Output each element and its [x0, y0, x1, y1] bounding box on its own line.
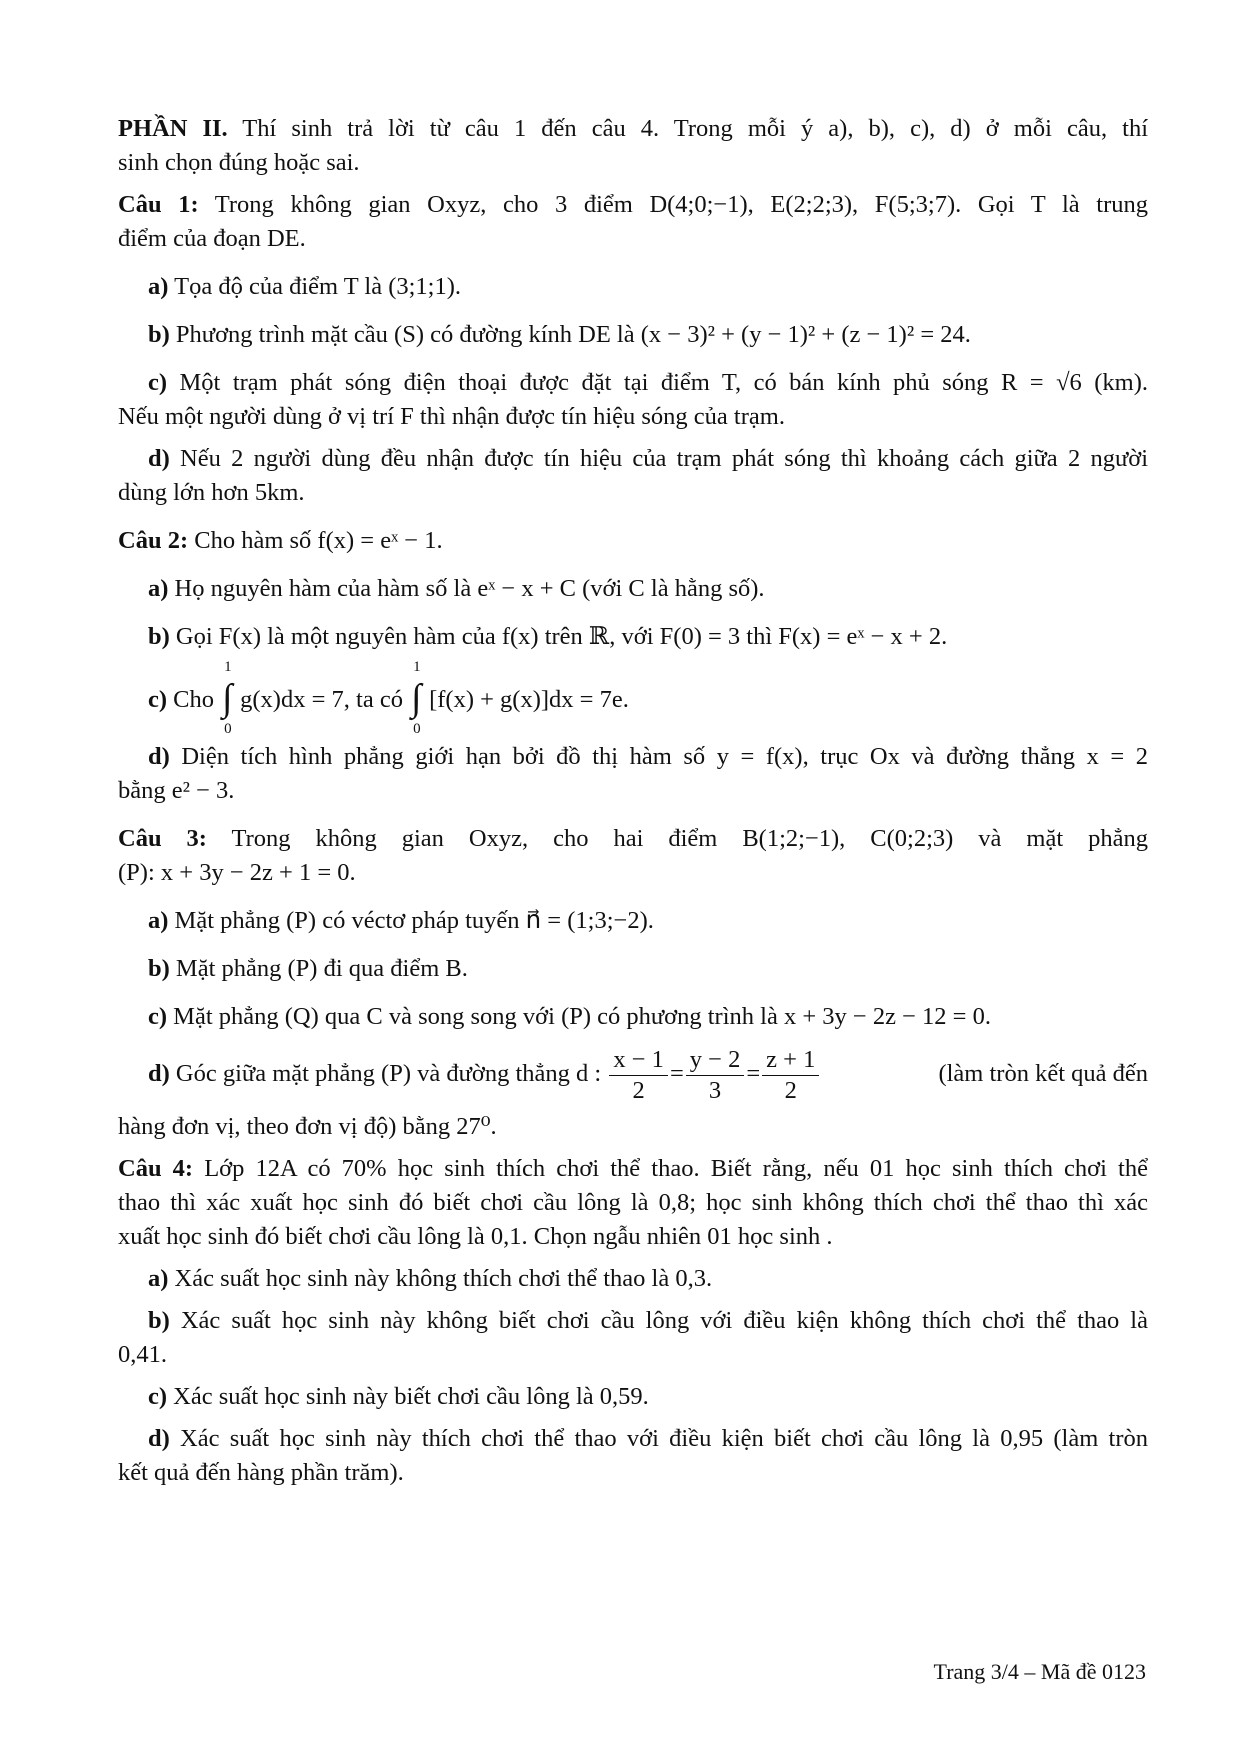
q3-label: Câu 3:: [118, 825, 207, 852]
q4-c: [118, 1380, 1148, 1414]
q3-d-label: d): [148, 1060, 170, 1087]
q3-c-text: Mặt phẳng (Q) qua C và song song với (P) có phương trình là x + 3y − 2z − 12 = 0.: [167, 1003, 991, 1030]
q2-c-mid: , ta có: [343, 686, 403, 713]
equals-2: =: [746, 1060, 761, 1087]
q1-a: [118, 270, 1148, 304]
integral-symbol-1: ∫: [222, 677, 233, 720]
q3-d-cont: hàng đơn vị, theo đơn vị độ) bằng 27⁰.: [118, 1113, 497, 1140]
q3-c-label: c): [148, 1003, 168, 1030]
q1-d-text: Nếu 2 người dùng đều nhận được tín hiệu của trạm phát sóng thì khoảng cách giữa 2 người: [169, 445, 1148, 472]
equals-1: =: [669, 1060, 684, 1087]
q4-stem: [118, 1152, 1148, 1186]
q4-b: [118, 1304, 1148, 1338]
q4-d: [118, 1422, 1148, 1456]
q2-stem-text: Cho hàm số f(x) = eˣ − 1.: [188, 527, 443, 554]
q2-a-label: a): [148, 575, 169, 602]
q3-b-label: b): [148, 955, 170, 982]
q3-c: [118, 1000, 1148, 1034]
q2-c-integral-1: g(x)dx = 7: [240, 686, 344, 713]
fraction-1-den: 2: [632, 1076, 645, 1104]
fraction-2-den: 3: [708, 1076, 722, 1104]
integral-sign-2: [409, 659, 429, 738]
integral-upper-1: 1: [224, 659, 232, 676]
q2-d-cont: bằng e² − 3.: [118, 777, 235, 804]
fraction-3-den: 2: [784, 1076, 797, 1104]
q1-c-label: c): [148, 369, 168, 396]
q2-c-integral-2: [f(x) + g(x)]dx = 7e.: [429, 686, 629, 713]
q1-a-label: a): [148, 273, 169, 300]
part-text: Thí sinh trả lời từ câu 1 đến câu 4. Trong mỗi ý a), b), c), d) ở mỗi câu, thí: [227, 115, 1148, 142]
q2-d: [118, 740, 1148, 774]
q2-c-label: c): [148, 686, 168, 713]
q1-d-label: d): [148, 445, 170, 472]
q1-stem: [118, 188, 1148, 222]
q3-d: [118, 1038, 1148, 1110]
q2-b-label: b): [148, 623, 170, 650]
q2-c: [118, 660, 1148, 740]
q3-d-post: (làm tròn kết quả đến: [938, 1060, 1148, 1087]
q3-d-pre: Góc giữa mặt phẳng (P) và đường thẳng d :: [169, 1060, 602, 1087]
q1-label: Câu 1:: [118, 191, 199, 218]
integral-sign-1: [220, 659, 240, 738]
q4-a-text: Xác suất học sinh này không thích chơi thể thao là 0,3.: [168, 1265, 713, 1292]
q2-label: Câu 2:: [118, 527, 189, 554]
q4-stem-cont-2: xuất học sinh đó biết chơi cầu lông là 0,1. Chọn ngẫu nhiên 01 học sinh .: [118, 1223, 833, 1250]
q2-d-label: d): [148, 743, 170, 770]
q4-d-text: Xác suất học sinh này thích chơi thể thao với điều kiện biết chơi cầu lông là 0,95 (làm tròn: [169, 1425, 1148, 1452]
integral-upper-2: 1: [413, 659, 421, 676]
q4-a-label: a): [148, 1265, 169, 1292]
integral-lower-2: 0: [413, 721, 421, 738]
exam-page: [118, 112, 1148, 1490]
fraction-3-num: z + 1: [762, 1045, 819, 1076]
q3-b: [118, 952, 1148, 986]
q3-a-text: Mặt phẳng (P) có véctơ pháp tuyến n⃗ = (1;3;−2).: [168, 907, 654, 934]
q3-stem-cont: (P): x + 3y − 2z + 1 = 0.: [118, 859, 356, 886]
q4-d-label: d): [148, 1425, 170, 1452]
q3-stem-text: Trong không gian Oxyz, cho hai điểm B(1;2;−1), C(0;2;3) và mặt phẳng: [206, 825, 1148, 852]
q2-a: [118, 572, 1148, 606]
q4-b-label: b): [148, 1307, 170, 1334]
q3-stem: [118, 822, 1148, 856]
q1-b: [118, 318, 1148, 352]
q3-d-left: [148, 1038, 821, 1110]
q1-b-text: Phương trình mặt cầu (S) có đường kính DE là (x − 3)² + (y − 1)² + (z − 1)² = 24.: [169, 321, 971, 348]
integral-symbol-2: ∫: [411, 677, 422, 720]
fraction-2: [686, 1045, 745, 1106]
q4-a: [118, 1262, 1148, 1296]
q2-b: [118, 620, 1148, 654]
q2-b-text: Gọi F(x) là một nguyên hàm của f(x) trên ℝ, với F(0) = 3 thì F(x) = eˣ − x + 2.: [169, 623, 948, 650]
q4-c-label: c): [148, 1383, 168, 1410]
q2-stem: [118, 524, 1148, 558]
q1-stem-cont: điểm của đoạn DE.: [118, 225, 306, 252]
q3-a-label: a): [148, 907, 169, 934]
q2-c-pre: Cho: [167, 686, 215, 713]
q2-a-text: Họ nguyên hàm của hàm số là eˣ − x + C (với C là hằng số).: [168, 575, 765, 602]
q1-a-text: Tọa độ của điểm T là (3;1;1).: [168, 273, 461, 300]
page-footer: Trang 3/4 – Mã đề 0123: [933, 1659, 1146, 1684]
q1-stem-text: Trong không gian Oxyz, cho 3 điểm D(4;0;−1), E(2;2;3), F(5;3;7). Gọi T là trung: [198, 191, 1148, 218]
q1-c-text: Một trạm phát sóng điện thoại được đặt tại điểm T, có bán kính phủ sóng R = √6 (km).: [167, 369, 1148, 396]
part-label: PHẦN II.: [118, 115, 228, 142]
fraction-1-num: x − 1: [609, 1045, 668, 1076]
q4-c-text: Xác suất học sinh này biết chơi cầu lông là 0,59.: [167, 1383, 649, 1410]
q4-b-cont: 0,41.: [118, 1341, 167, 1368]
integral-lower-1: 0: [224, 721, 232, 738]
q2-d-text: Diện tích hình phẳng giới hạn bởi đồ thị hàm số y = f(x), trục Ox và đường thẳng x = 2: [169, 743, 1148, 770]
q1-c-cont: Nếu một người dùng ở vị trí F thì nhận được tín hiệu sóng của trạm.: [118, 403, 785, 430]
q4-d-cont: kết quả đến hàng phần trăm).: [118, 1459, 404, 1486]
q3-b-text: Mặt phẳng (P) đi qua điểm B.: [169, 955, 468, 982]
q4-b-text: Xác suất học sinh này không biết chơi cầu lông với điều kiện không thích chơi thể thao là: [169, 1307, 1148, 1334]
fraction-1: [609, 1045, 668, 1106]
q1-d-cont: dùng lớn hơn 5km.: [118, 479, 305, 506]
part-heading: [118, 112, 1148, 146]
part-heading-cont: sinh chọn đúng hoặc sai.: [118, 149, 360, 176]
q1-c: [118, 366, 1148, 400]
q1-b-label: b): [148, 321, 170, 348]
q4-stem-text: Lớp 12A có 70% học sinh thích chơi thể thao. Biết rằng, nếu 01 học sinh thích chơi thể: [193, 1155, 1148, 1182]
fraction-3: [762, 1045, 819, 1106]
fraction-2-num: y − 2: [686, 1045, 745, 1076]
q4-label: Câu 4:: [118, 1155, 194, 1182]
q1-d: [118, 442, 1148, 476]
q3-a: [118, 904, 1148, 938]
q4-stem-cont-1: thao thì xác xuất học sinh đó biết chơi cầu lông là 0,8; học sinh không thích chơi thể thao thì xác: [118, 1189, 1148, 1216]
